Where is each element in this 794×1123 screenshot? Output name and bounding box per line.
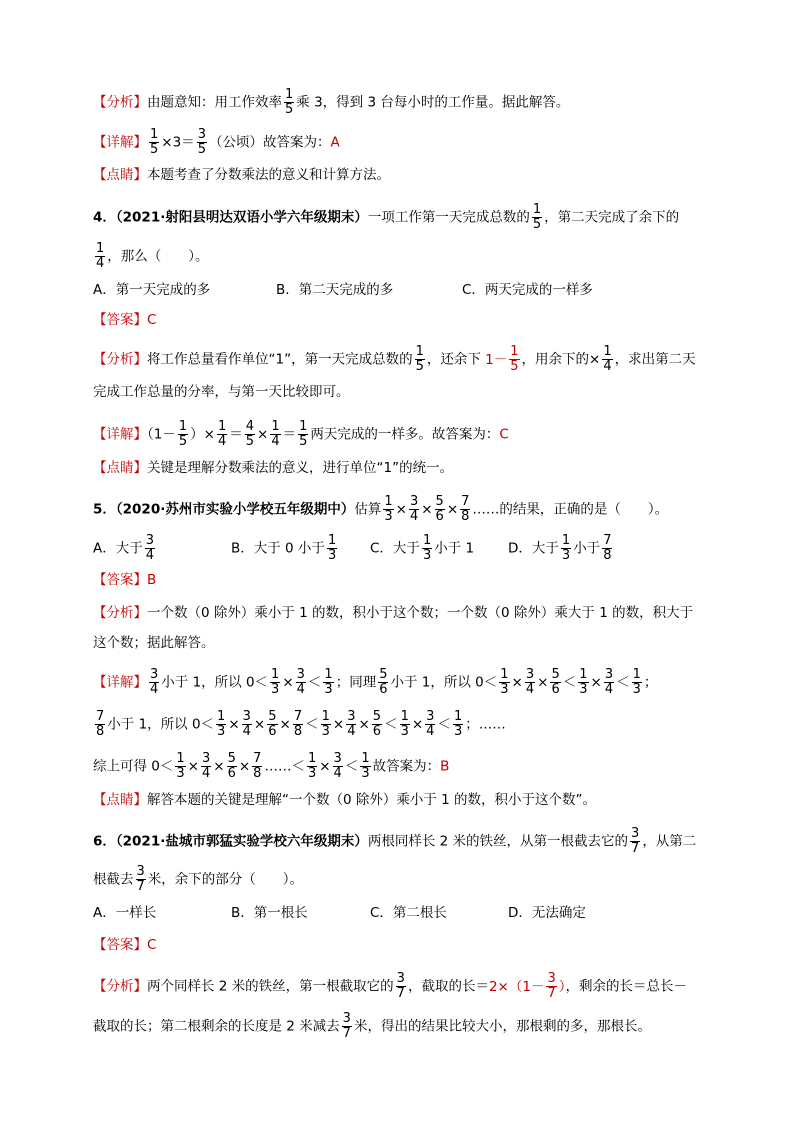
fraction: $\frac{1}{3}$ [561, 533, 571, 563]
choice-option-q5c: C．大于 $\frac{1}{3}$ 小于 1 [370, 533, 475, 563]
fraction: $\frac{3}{7}$ [396, 971, 405, 1001]
fraction: $\frac{1}{5}$ [415, 344, 424, 374]
text-line-l16: 【分析】一个数（0 除外）乘小于 1 的数，积小于这个数；一个数（0 除外）乘大于 1 的数，积大于 [93, 605, 694, 621]
text-line-l26: 【分析】两个同样长 2 米的铁丝，第一根截取它的 $\frac{3}{7}$ ，截取的长＝2×（1－ $\frac{3}{7}$ ），剩余的长＝总长－ [93, 971, 687, 1001]
fraction: $\frac{3}{4}$ [145, 533, 155, 563]
fraction: $\frac{1}{4}$ [96, 241, 105, 271]
fraction: $\frac{3}{4}$ [201, 751, 211, 781]
text-line-l5: $\frac{1}{4}$ ，那么（ ）。 [96, 241, 209, 271]
choice-option-q4c: C．两天完成的一样多 [462, 282, 593, 298]
choice-option-q4a: A．第一天完成的多 [93, 282, 211, 298]
fraction: $\frac{3}{7}$ [547, 971, 556, 1001]
fraction: $\frac{5}{6}$ [268, 709, 277, 739]
fraction: $\frac{1}{4}$ [603, 344, 612, 374]
text-line-l22: 6．（2021·盐城市郭猛实验学校六年级期末）两根同样长 2 米的铁丝，从第一根截去它的 $\frac{3}{7}$ ，从第二 [93, 826, 697, 856]
fraction: $\frac{7}{8}$ [603, 533, 612, 563]
text-line-l19: $\frac{7}{8}$ 小于 1，所以 0＜ $\frac{1}{3}$ × $\frac{3}{4}$ × $\frac{5}{6}$ × $\frac{7}{8}$ ＜ $\frac{1}{3}$ × $\frac{3}{4}$ × $\frac{5}{6}$ ＜ $\frac{1}{3}$ × $\frac{3}{4}$ ＜ $\frac{1}{3}$ ；…… [96, 709, 506, 739]
fraction: $\frac{1}{3}$ [176, 751, 185, 781]
text-line-l10: 完成工作总量的分率，与第一天比较即可。 [93, 384, 350, 400]
text-line-l4: 4．（2021·射阳县明达双语小学六年级期末）一项工作第一天完成总数的 $\frac{1}{5}$ ，第二天完成了余下的 [93, 202, 680, 232]
fraction: $\frac{7}{8}$ [253, 751, 262, 781]
fraction: $\frac{3}{4}$ [242, 709, 251, 739]
text-line-l2: 【详解】 $\frac{1}{5}$ ×3＝ $\frac{3}{5}$ （公顷）故答案为：A [93, 127, 340, 157]
fraction: $\frac{1}{3}$ [327, 533, 337, 563]
fraction: $\frac{1}{3}$ [271, 667, 280, 697]
fraction: $\frac{3}{7}$ [342, 1011, 351, 1041]
fraction: $\frac{1}{5}$ [150, 127, 159, 157]
fraction: $\frac{1}{3}$ [307, 751, 317, 781]
fraction: $\frac{3}{4}$ [347, 709, 356, 739]
choice-option-q6c: C．第二根长 [370, 905, 447, 921]
fraction: $\frac{5}{6}$ [227, 751, 236, 781]
fraction: $\frac{5}{6}$ [372, 709, 382, 739]
fraction: $\frac{3}{4}$ [333, 751, 342, 781]
fraction: $\frac{1}{3}$ [324, 667, 333, 697]
fraction: $\frac{5}{6}$ [435, 494, 444, 524]
fraction: $\frac{5}{6}$ [379, 667, 388, 697]
fraction: $\frac{3}{4}$ [296, 667, 305, 697]
fraction: $\frac{1}{3}$ [217, 709, 226, 739]
choice-option-q6a: A．一样长 [93, 905, 157, 921]
fraction: $\frac{1}{5}$ [178, 419, 188, 449]
fraction: $\frac{1}{3}$ [400, 709, 409, 739]
fraction: $\frac{1}{5}$ [285, 87, 294, 117]
fraction: $\frac{1}{3}$ [500, 667, 509, 697]
fraction: $\frac{1}{4}$ [271, 419, 280, 449]
text-line-l3: 【点睛】本题考查了分数乘法的意义和计算方法。 [93, 167, 390, 183]
text-line-l15: 【答案】B [93, 572, 157, 588]
fraction: $\frac{3}{4}$ [525, 667, 535, 697]
fraction: $\frac{3}{4}$ [426, 709, 435, 739]
fraction: $\frac{7}{8}$ [96, 709, 105, 739]
fraction: $\frac{3}{7}$ [136, 864, 145, 894]
text-line-l9: 【分析】将工作总量看作单位“1”，第一天完成总数的 $\frac{1}{5}$ ，还余下 1－ $\frac{1}{5}$ ，用余下的× $\frac{1}{4}$ ，求出第二天 [93, 344, 696, 374]
choice-option-q6b: B．第一根长 [231, 905, 308, 921]
fraction: $\frac{1}{3}$ [453, 709, 463, 739]
fraction: $\frac{7}{8}$ [293, 709, 303, 739]
choice-option-q6d: D．无法确定 [508, 905, 586, 921]
text-line-l20: 综上可得 0＜ $\frac{1}{3}$ × $\frac{3}{4}$ × $\frac{5}{6}$ × $\frac{7}{8}$ ……＜ $\frac{1}{3}$ × $\frac{3}{4}$ ＜ $\frac{1}{3}$ 故答案为：B [93, 751, 450, 781]
text-line-l21: 【点睛】解答本题的关键是理解“一个数（0 除外）乘小于 1 的数，积小于这个数”。 [93, 792, 597, 808]
fraction: $\frac{1}{3}$ [422, 533, 432, 563]
text-line-l8: 【答案】C [93, 312, 157, 328]
fraction: $\frac{7}{8}$ [461, 494, 470, 524]
text-line-l1: 【分析】由题意知：用工作效率 $\frac{1}{5}$ 乘 3，得到 3 台每小时的工作量。据此解答。 [93, 87, 570, 117]
choice-option-q5d: D．大于 $\frac{1}{3}$ 小于 $\frac{7}{8}$ [508, 533, 612, 563]
fraction: $\frac{1}{4}$ [217, 419, 227, 449]
fraction: $\frac{1}{3}$ [384, 494, 393, 524]
fraction: $\frac{3}{4}$ [409, 494, 419, 524]
text-line-l13: 5．（2020·苏州市实验小学校五年级期中）估算 $\frac{1}{3}$ × $\frac{3}{4}$ × $\frac{5}{6}$ × $\frac{7}{8}$ ……的结果，正确的是（ ）。 [93, 494, 669, 524]
text-line-l25: 【答案】C [93, 937, 157, 953]
text-line-l27: 截取的长；第二根剩余的长度是 2 米减去 $\frac{3}{7}$ 米，得出的结果比较大小，那根剩的多，那根长。 [93, 1011, 651, 1041]
fraction: $\frac{1}{5}$ [510, 344, 519, 374]
fraction: $\frac{3}{4}$ [150, 667, 159, 697]
text-line-l12: 【点睛】关键是理解分数乘法的意义，进行单位“1”的统一。 [93, 460, 454, 476]
text-line-l23: 根截去 $\frac{3}{7}$ 米，余下的部分（ ）。 [93, 864, 304, 894]
fraction: $\frac{3}{4}$ [604, 667, 614, 697]
fraction: $\frac{1}{3}$ [632, 667, 641, 697]
fraction: $\frac{4}{5}$ [245, 419, 254, 449]
choice-option-q5a: A．大于 $\frac{3}{4}$ [93, 533, 155, 563]
choice-option-q4b: B．第二天完成的多 [276, 282, 394, 298]
text-line-l18: 【详解】 $\frac{3}{4}$ 小于 1，所以 0＜ $\frac{1}{3}$ × $\frac{3}{4}$ ＜ $\frac{1}{3}$ ；同理 $\frac{5}{6}$ 小于 1，所以 0＜ $\frac{1}{3}$ × $\frac{3}{4}$ × $\frac{5}{6}$ ＜ $\frac{1}{3}$ × $\frac{3}{4}$ ＜ $\frac{1}{3}$ ； [93, 667, 658, 697]
text-line-l11: 【详解】（1－ $\frac{1}{5}$ ）× $\frac{1}{4}$ ＝ $\frac{4}{5}$ × $\frac{1}{4}$ ＝ $\frac{1}{5}$ 两天完成的一样多。故答案为：C [93, 419, 509, 449]
fraction: $\frac{5}{6}$ [551, 667, 560, 697]
fraction: $\frac{1}{3}$ [579, 667, 588, 697]
fraction: $\frac{1}{5}$ [532, 202, 542, 232]
choice-option-q5b: B．大于 0 小于 $\frac{1}{3}$ [231, 533, 337, 563]
text-line-l17: 这个数；据此解答。 [93, 635, 215, 651]
fraction: $\frac{3}{5}$ [197, 127, 206, 157]
fraction: $\frac{1}{3}$ [321, 709, 330, 739]
fraction: $\frac{1}{3}$ [361, 751, 370, 781]
fraction: $\frac{1}{5}$ [299, 419, 308, 449]
fraction: $\frac{3}{7}$ [631, 826, 640, 856]
